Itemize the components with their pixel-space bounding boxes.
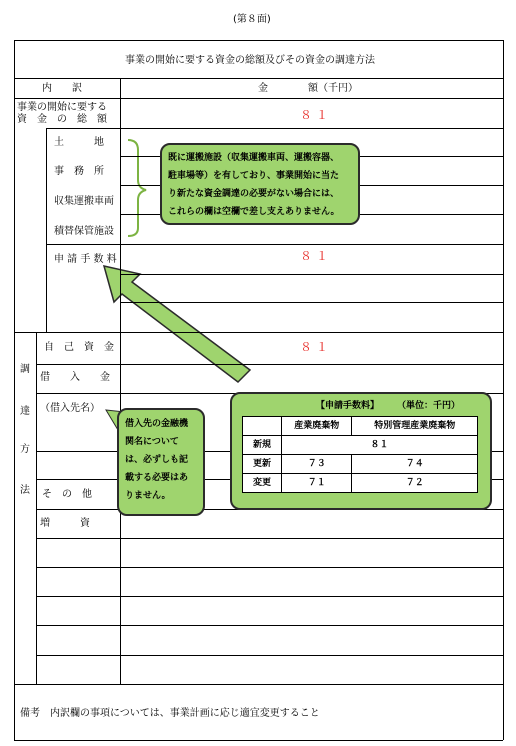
- item-other: そ の 他: [42, 489, 92, 500]
- funding-label-4: 法: [20, 485, 30, 496]
- fee-table: [242, 416, 478, 493]
- funding-label-3: 方: [20, 444, 30, 455]
- callout-line: 借入先の金融機: [125, 419, 189, 429]
- fee-renew-industrial: ７３: [282, 455, 352, 474]
- fee-box: [230, 392, 492, 510]
- callout-line: 駐車場等）を有しており、事業開始に当た: [168, 171, 340, 181]
- page-number: (第８面): [233, 14, 271, 25]
- fee-change-special: ７２: [352, 474, 478, 493]
- callout-line: 載する必要はあ: [125, 473, 189, 483]
- callout-line: りません。: [125, 491, 171, 501]
- application-fee-amount: ８１: [300, 249, 333, 263]
- total-amount: ８１: [300, 108, 333, 122]
- callout-no-funding-note: [160, 143, 360, 225]
- remarks: 備考 内訳欄の事項については、事業計画に応じ適宜変更すること: [20, 708, 320, 719]
- fee-new-amount: ８１: [282, 436, 478, 455]
- callout-lender-note: [117, 408, 205, 516]
- header-amount: 金 額（千円）: [258, 83, 358, 94]
- callout-line: は、必ずしも記: [125, 455, 189, 465]
- total-label-line1: 事業の開始に要する: [17, 102, 107, 113]
- total-label-line2: 資 金 の 総 額: [17, 114, 107, 125]
- item-application-fee: 申 請 手 数 料: [54, 254, 117, 265]
- funding-label-1: 調: [20, 364, 30, 375]
- item-own-funds: 自 己 資 金: [44, 342, 114, 353]
- item-storage: 積替保管施設: [54, 226, 114, 237]
- item-borrowing: 借 入 金: [40, 372, 110, 383]
- item-vehicles: 収集運搬車両: [54, 196, 114, 207]
- fee-col-industrial: 産業廃棄物: [282, 417, 352, 436]
- fee-renew-special: ７４: [352, 455, 478, 474]
- fee-row-label: 変更: [243, 474, 282, 493]
- item-lender-name: （借入先名）: [40, 403, 100, 414]
- fee-change-industrial: ７１: [282, 474, 352, 493]
- funding-label-2: 達: [20, 406, 30, 417]
- brace-graphic: [128, 140, 146, 236]
- fee-row-label: 新規: [243, 436, 282, 455]
- form-title: 事業の開始に要する資金の総額及びその資金の調達方法: [125, 55, 375, 66]
- fee-row-label: 更新: [243, 455, 282, 474]
- fee-box-title: 【申請手数料】 （単位：千円）: [316, 401, 461, 411]
- own-funds-amount: ８１: [300, 340, 333, 354]
- fee-col-special: 特別管理産業廃棄物: [352, 417, 478, 436]
- item-land: 土 地: [54, 137, 104, 148]
- callout-line: 関名について: [125, 437, 179, 447]
- header-breakdown: 内 訳: [42, 83, 82, 94]
- item-office: 事 務 所: [54, 166, 104, 177]
- callout-line: り新たな資金調達の必要がない場合には、: [168, 189, 340, 199]
- item-capital-increase: 増 資: [40, 518, 90, 529]
- callout-line: これらの欄は空欄で差し支えありません。: [168, 207, 340, 217]
- callout-line: 既に運搬施設（収集運搬車両、運搬容器、: [168, 153, 340, 163]
